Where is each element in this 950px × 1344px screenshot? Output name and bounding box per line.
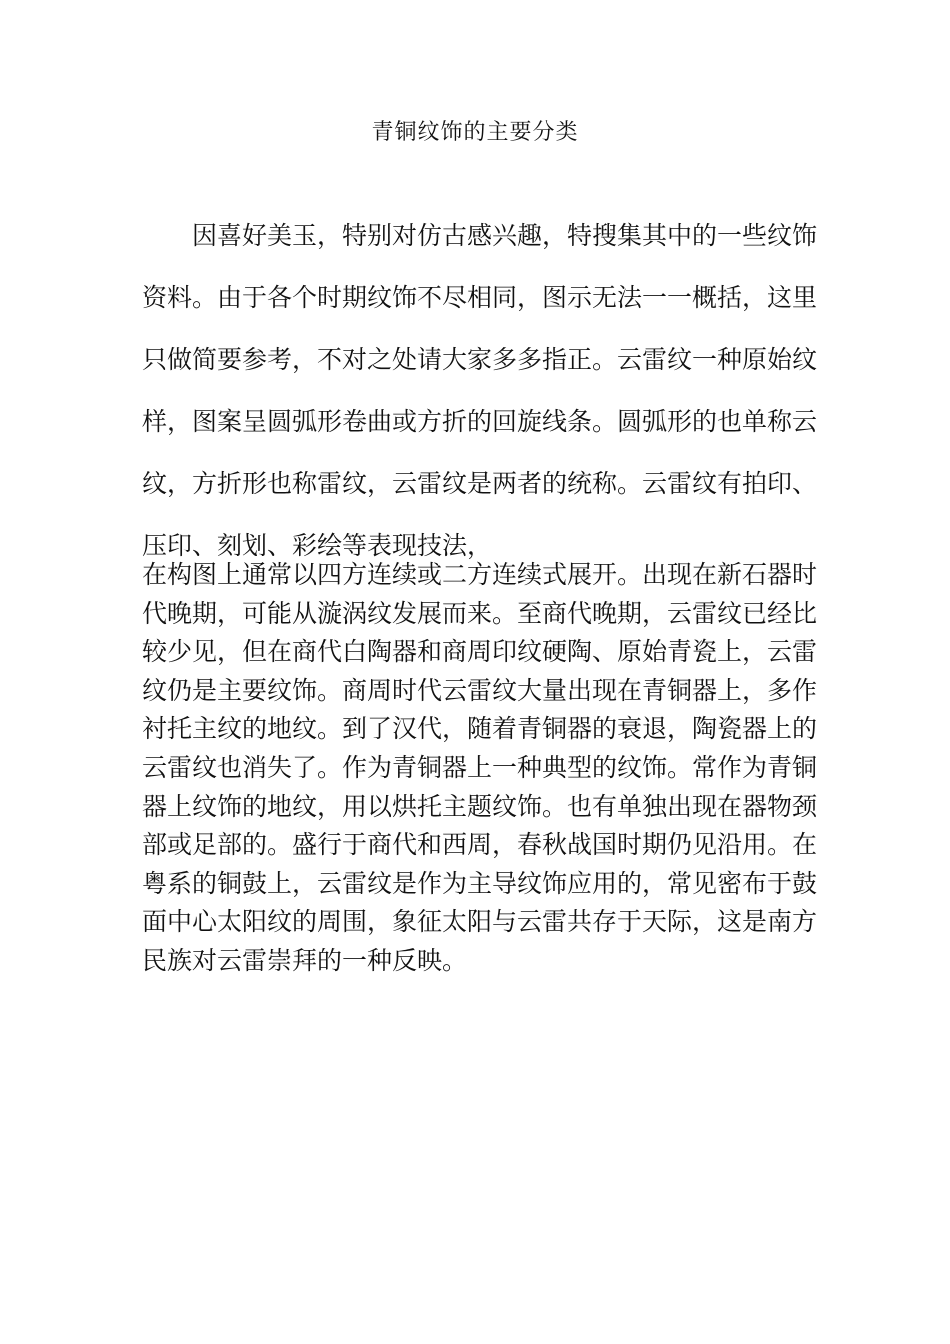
body-paragraph-1: 因喜好美玉，特别对仿古感兴趣，特搜集其中的一些纹饰资料。由于各个时期纹饰不尽相同，图示无法一一概括，这里只做简要参考，不对之处请大家多多指正。云雷纹一种原始纹样，图案呈圆弧形卷曲或方折的回旋线条。圆弧形的也单称云纹，方折形也称雷纹，云雷纹是两者的统称。云雷纹有拍印、压印、刻划、彩绘等表现技法， — [142, 221, 818, 560]
body-paragraph-2: 在构图上通常以四方连续或二方连续式展开。出现在新石器时代晚期，可能从漩涡纹发展而来。至商代晚期，云雷纹已经比较少见，但在商代白陶器和商周印纹硬陶、原始青瓷上，云雷纹仍是主要纹饰。商周时代云雷纹大量出现在青铜器上，多作衬托主纹的地纹。到了汉代，随着青铜器的衰退，陶瓷器上的云雷纹也消失了。作为青铜器上一种典型的纹饰。常作为青铜器上纹饰的地纹，用以烘托主题纹饰。也有单独出现在器物颈部或足部的。盛行于商代和西周，春秋战国时期仍见沿用。在粤系的铜鼓上，云雷纹是作为主导纹饰应用的，常见密布于鼓面中心太阳纹的周围，象征太阳与云雷共存于天际，这是南方民族对云雷崇拜的一种反映。 — [142, 560, 818, 975]
document-title: 青铜纹饰的主要分类 — [371, 120, 579, 145]
